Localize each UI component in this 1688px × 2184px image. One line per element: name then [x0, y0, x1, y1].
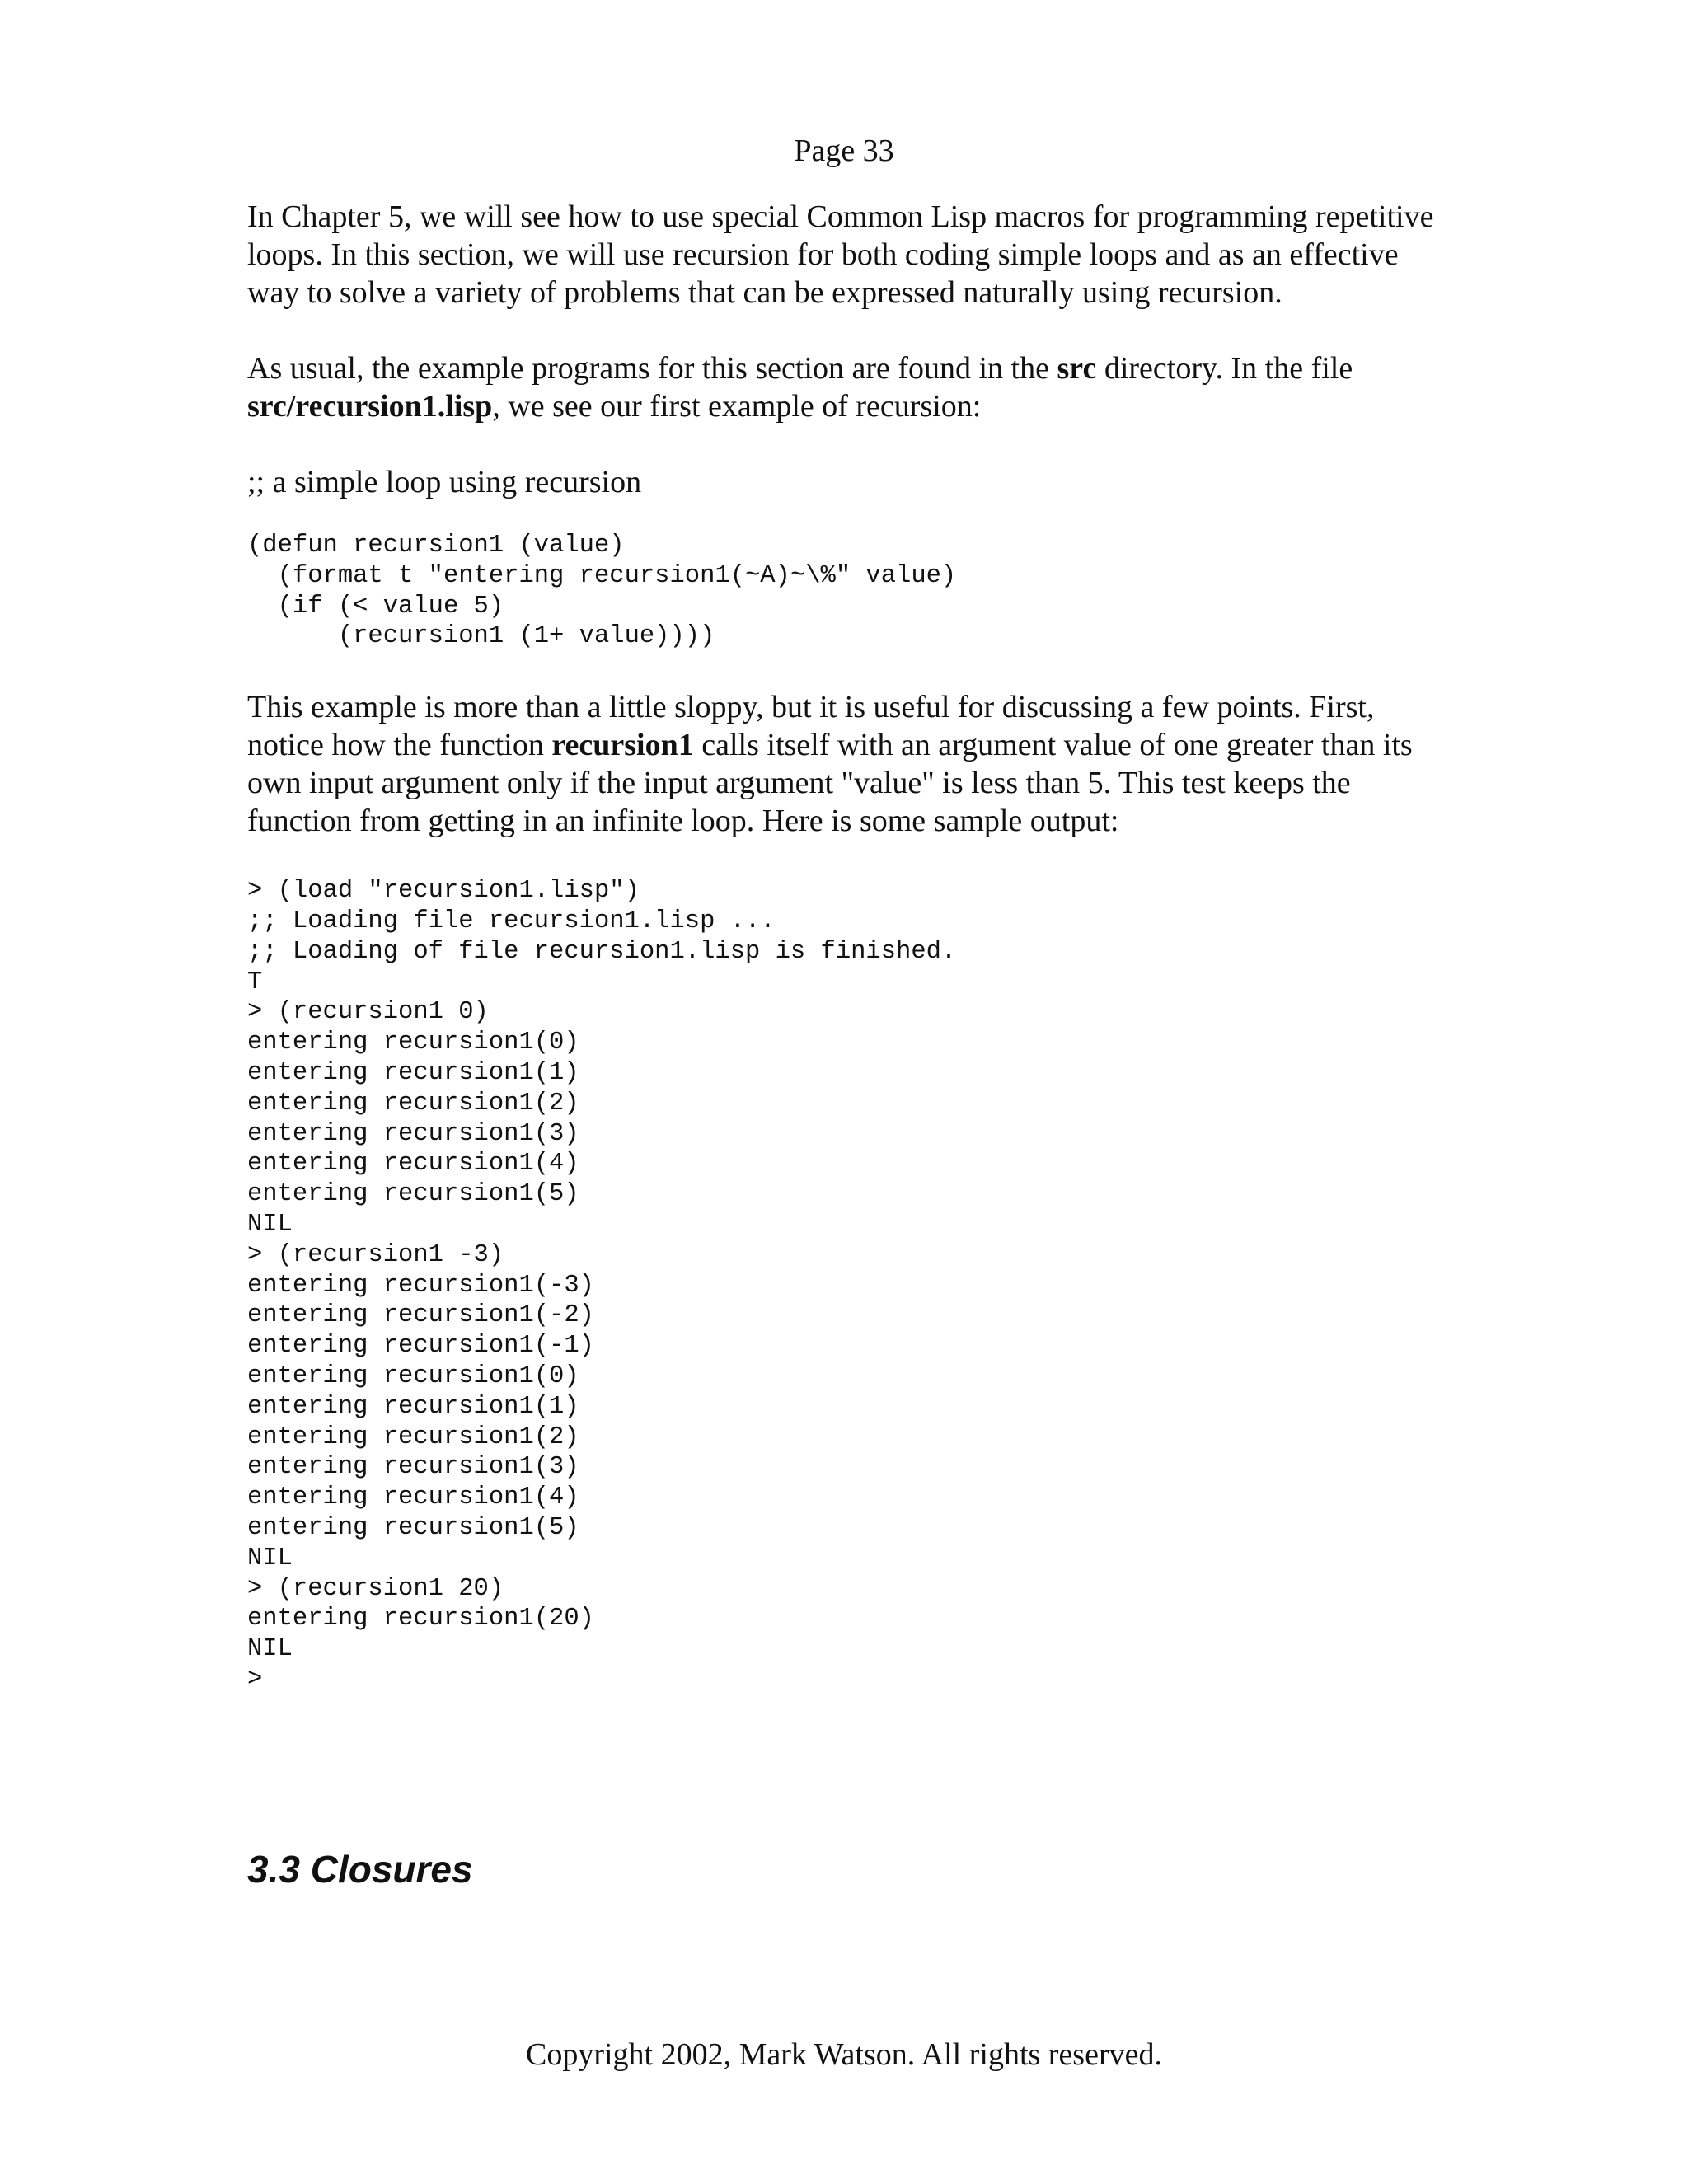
code-line: > (recursion1 -3): [247, 1240, 504, 1269]
source-location-paragraph: [247, 349, 1451, 425]
code-line: entering recursion1(0): [247, 1029, 579, 1057]
intro-paragraph: In Chapter 5, we will see how to use special Common Lisp macros for programming repetitive loops. In this section, we will use recursion for both coding simple loops and as an effective way to solve a variety of problems that can be expressed naturally using recursion.: [247, 199, 1434, 310]
source-file-bold: src/recursion1.lisp: [247, 389, 493, 424]
text-run: directory. In the file: [1096, 351, 1353, 386]
code-line: entering recursion1(4): [247, 1150, 579, 1179]
sample-output-code: [247, 876, 1451, 1695]
code-line: > (load "recursion1.lisp"): [247, 877, 640, 906]
copyright-footer: Copyright 2002, Mark Watson. All rights reserved.: [526, 2037, 1162, 2072]
spacer: [247, 840, 1451, 876]
code-line: >: [247, 1665, 263, 1694]
code-line: ;; Loading file recursion1.lisp ...: [247, 907, 776, 935]
text-run: calls itself with an argument value of one greater than its own input argument only if the input argument "value" is less than 5. This test keeps the function from getting in an infinite loop. Here is some sample output:: [247, 728, 1413, 839]
explanation-paragraph: [247, 688, 1451, 840]
spacer: [247, 501, 1451, 531]
code-line: (format t "entering recursion1(~A)~\%" value): [247, 561, 957, 590]
code-line: NIL: [247, 1635, 293, 1664]
page-number: Page 33: [794, 134, 894, 168]
section-heading: 3.3 Closures: [247, 1848, 473, 1891]
code-line: > (recursion1 0): [247, 998, 489, 1027]
spacer: [247, 312, 1451, 349]
spacer: [247, 425, 1451, 463]
code-line: NIL: [247, 1544, 293, 1572]
code-line: entering recursion1(5): [247, 1513, 579, 1542]
code-comment-line: ;; a simple loop using recursion: [247, 465, 642, 499]
code-line: (recursion1 (1+ value)))): [247, 622, 715, 651]
code-line: entering recursion1(-3): [247, 1271, 594, 1300]
code-line: (defun recursion1 (value): [247, 532, 625, 560]
code-line: entering recursion1(3): [247, 1119, 579, 1148]
code-line: entering recursion1(1): [247, 1392, 579, 1421]
text-run: , we see our first example of recursion:: [492, 389, 982, 424]
page-content: [247, 198, 1451, 1695]
code-line: entering recursion1(0): [247, 1361, 579, 1390]
code-line: entering recursion1(-1): [247, 1332, 594, 1361]
recursion-function-code: [247, 531, 1451, 652]
code-line: entering recursion1(-2): [247, 1301, 594, 1330]
code-line: entering recursion1(2): [247, 1422, 579, 1451]
code-line: entering recursion1(2): [247, 1089, 579, 1118]
function-name-bold: recursion1: [551, 728, 694, 763]
code-line: NIL: [247, 1210, 293, 1239]
code-line: T: [247, 968, 263, 996]
code-line: entering recursion1(20): [247, 1605, 594, 1633]
text-run: This example is more than a little sloppy, but it is useful for discussing a few points. First, notice how the function: [247, 690, 1375, 763]
spacer: [247, 652, 1451, 688]
text-run: As usual, the example programs for this section are found in the: [247, 351, 1057, 386]
src-directory-bold: src: [1057, 351, 1097, 386]
code-line: entering recursion1(3): [247, 1453, 579, 1482]
code-line: (if (< value 5): [247, 592, 504, 621]
code-line: ;; Loading of file recursion1.lisp is finished.: [247, 937, 957, 966]
code-line: entering recursion1(1): [247, 1058, 579, 1087]
code-line: entering recursion1(5): [247, 1180, 579, 1209]
code-line: > (recursion1 20): [247, 1574, 504, 1603]
code-line: entering recursion1(4): [247, 1483, 579, 1512]
